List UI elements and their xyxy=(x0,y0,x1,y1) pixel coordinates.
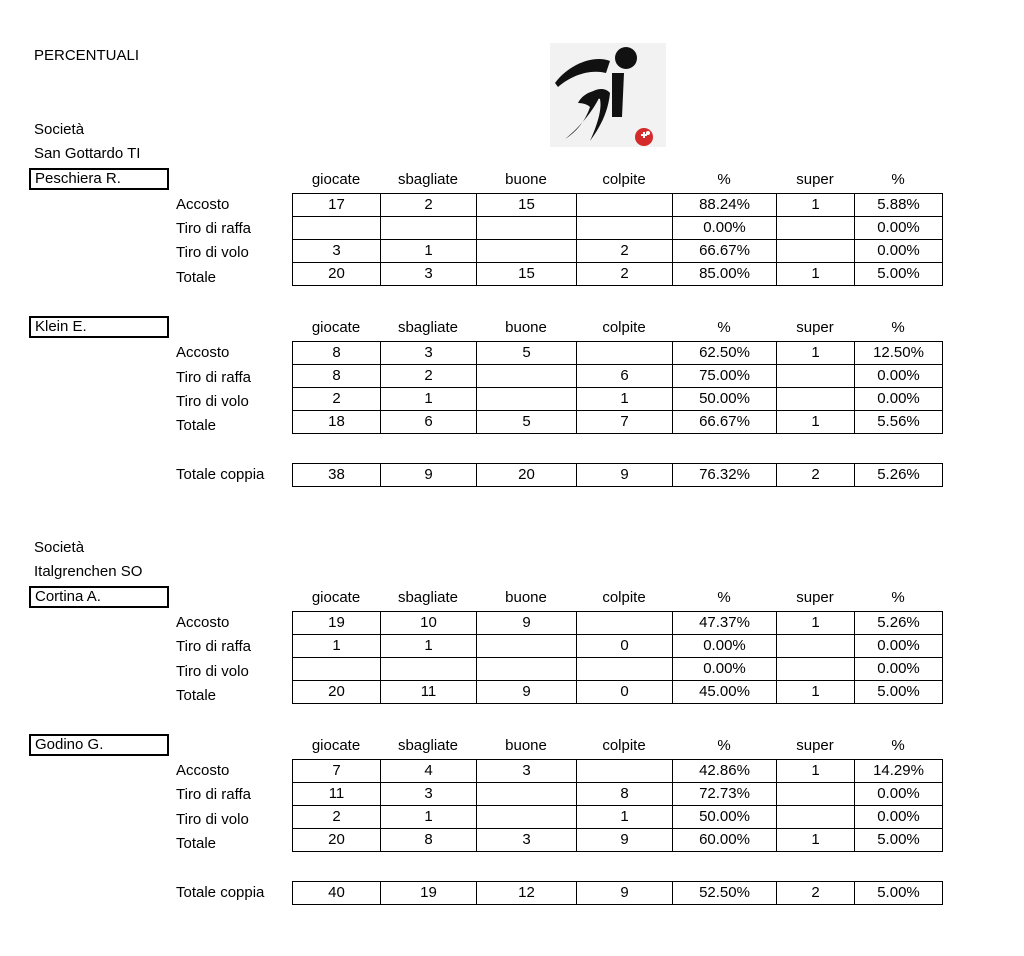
table-row xyxy=(293,365,943,388)
cell: 15 xyxy=(477,194,577,217)
bocce-player-logo-icon xyxy=(550,43,666,147)
cell xyxy=(477,365,577,388)
cell: 0.00% xyxy=(855,783,943,806)
cell: 5.00% xyxy=(855,882,943,905)
col-header-super-pct: % xyxy=(891,171,905,188)
row-label-tiro-raffa: Tiro di raffa xyxy=(176,369,252,386)
col-header-buone: buone xyxy=(505,319,547,336)
cell xyxy=(381,217,477,240)
table-row xyxy=(293,806,943,829)
cell: 20 xyxy=(477,464,577,487)
table-row xyxy=(293,681,943,704)
stats-table xyxy=(292,193,943,286)
cell: 20 xyxy=(293,681,381,704)
cell: 0.00% xyxy=(855,240,943,263)
row-label-accosto: Accosto xyxy=(176,344,230,361)
cell: 9 xyxy=(577,882,673,905)
cell: 10 xyxy=(381,612,477,635)
cell xyxy=(577,194,673,217)
cell: 42.86% xyxy=(673,760,777,783)
col-header-giocate: giocate xyxy=(311,589,361,606)
col-header-pct: % xyxy=(717,737,731,754)
cell: 1 xyxy=(293,635,381,658)
cell xyxy=(477,217,577,240)
col-header-colpite: colpite xyxy=(602,737,646,754)
stats-table xyxy=(292,341,943,434)
col-header-pct: % xyxy=(717,589,731,606)
cell: 1 xyxy=(777,681,855,704)
cell: 5 xyxy=(477,342,577,365)
society-name: San Gottardo TI xyxy=(34,145,141,162)
row-label-totale: Totale xyxy=(176,687,217,704)
cell: 40 xyxy=(293,882,381,905)
cell: 0.00% xyxy=(855,658,943,681)
player-name-box: Godino G. xyxy=(29,734,169,756)
couple-total-label: Totale coppia xyxy=(176,466,265,483)
cell: 12 xyxy=(477,882,577,905)
cell: 18 xyxy=(293,411,381,434)
col-header-super: super xyxy=(796,589,834,606)
cell xyxy=(577,658,673,681)
cell xyxy=(577,342,673,365)
row-label-tiro-raffa: Tiro di raffa xyxy=(176,638,252,655)
table-row xyxy=(293,882,943,905)
cell: 1 xyxy=(577,806,673,829)
cell: 50.00% xyxy=(673,806,777,829)
cell: 2 xyxy=(381,194,477,217)
cell: 0.00% xyxy=(855,388,943,411)
cell: 5.00% xyxy=(855,681,943,704)
col-header-buone: buone xyxy=(505,589,547,606)
row-label-totale: Totale xyxy=(176,417,217,434)
col-header-sbagliate: sbagliate xyxy=(397,737,459,754)
col-header-giocate: giocate xyxy=(311,737,361,754)
cell: 1 xyxy=(577,388,673,411)
col-header-giocate: giocate xyxy=(311,171,361,188)
cell xyxy=(477,783,577,806)
col-header-super-pct: % xyxy=(891,589,905,606)
cell: 72.73% xyxy=(673,783,777,806)
cell: 8 xyxy=(577,783,673,806)
cell: 1 xyxy=(777,760,855,783)
cell: 5.00% xyxy=(855,263,943,286)
page-title: PERCENTUALI xyxy=(34,47,140,64)
col-header-super: super xyxy=(796,737,834,754)
table-row xyxy=(293,194,943,217)
cell: 14.29% xyxy=(855,760,943,783)
cell: 0.00% xyxy=(855,635,943,658)
col-header-colpite: colpite xyxy=(602,589,646,606)
cell: 15 xyxy=(477,263,577,286)
cell: 66.67% xyxy=(673,240,777,263)
cell: 20 xyxy=(293,263,381,286)
cell: 1 xyxy=(381,240,477,263)
cell xyxy=(293,217,381,240)
cell: 1 xyxy=(777,411,855,434)
cell: 85.00% xyxy=(673,263,777,286)
cell: 8 xyxy=(293,342,381,365)
cell: 76.32% xyxy=(673,464,777,487)
stats-table xyxy=(292,759,943,852)
cell: 1 xyxy=(777,194,855,217)
cell: 0.00% xyxy=(673,635,777,658)
cell: 45.00% xyxy=(673,681,777,704)
cell xyxy=(777,388,855,411)
cell: 5.00% xyxy=(855,829,943,852)
col-header-giocate: giocate xyxy=(311,319,361,336)
cell: 11 xyxy=(381,681,477,704)
table-row xyxy=(293,342,943,365)
col-header-pct: % xyxy=(717,171,731,188)
cell: 0.00% xyxy=(673,217,777,240)
cell: 8 xyxy=(381,829,477,852)
player-name-box: Peschiera R. xyxy=(29,168,169,190)
col-header-sbagliate: sbagliate xyxy=(397,319,459,336)
cell: 6 xyxy=(381,411,477,434)
cell: 0.00% xyxy=(855,217,943,240)
cell xyxy=(577,760,673,783)
cell: 3 xyxy=(477,760,577,783)
cell: 0 xyxy=(577,681,673,704)
cell: 62.50% xyxy=(673,342,777,365)
cell: 2 xyxy=(777,882,855,905)
cell xyxy=(577,612,673,635)
cell: 0.00% xyxy=(855,365,943,388)
cell: 17 xyxy=(293,194,381,217)
cell: 3 xyxy=(293,240,381,263)
table-row xyxy=(293,760,943,783)
cell: 3 xyxy=(381,783,477,806)
col-header-colpite: colpite xyxy=(602,319,646,336)
row-label-tiro-volo: Tiro di volo xyxy=(176,393,249,410)
col-header-super: super xyxy=(796,319,834,336)
row-label-totale: Totale xyxy=(176,835,217,852)
col-header-sbagliate: sbagliate xyxy=(397,589,459,606)
table-row xyxy=(293,217,943,240)
cell xyxy=(777,635,855,658)
cell: 1 xyxy=(777,263,855,286)
cell xyxy=(777,806,855,829)
cell: 3 xyxy=(477,829,577,852)
row-label-totale: Totale xyxy=(176,269,217,286)
couple-total-table xyxy=(292,881,943,905)
cell: 50.00% xyxy=(673,388,777,411)
cell: 19 xyxy=(293,612,381,635)
cell xyxy=(777,365,855,388)
cell: 7 xyxy=(577,411,673,434)
cell: 1 xyxy=(381,806,477,829)
player-name-box: Cortina A. xyxy=(29,586,169,608)
cell: 2 xyxy=(577,263,673,286)
col-header-sbagliate: sbagliate xyxy=(397,171,459,188)
cell: 5.88% xyxy=(855,194,943,217)
cell: 5.56% xyxy=(855,411,943,434)
cell: 11 xyxy=(293,783,381,806)
cell: 0.00% xyxy=(673,658,777,681)
cell: 38 xyxy=(293,464,381,487)
cell xyxy=(577,217,673,240)
cell: 47.37% xyxy=(673,612,777,635)
cell xyxy=(381,658,477,681)
row-label-tiro-raffa: Tiro di raffa xyxy=(176,786,252,803)
cell: 5 xyxy=(477,411,577,434)
cell: 2 xyxy=(577,240,673,263)
cell: 1 xyxy=(777,342,855,365)
table-row xyxy=(293,658,943,681)
row-label-accosto: Accosto xyxy=(176,762,230,779)
cell xyxy=(477,388,577,411)
cell: 2 xyxy=(293,806,381,829)
cell: 1 xyxy=(777,829,855,852)
cell: 2 xyxy=(381,365,477,388)
cell xyxy=(777,217,855,240)
cell: 5.26% xyxy=(855,464,943,487)
row-label-accosto: Accosto xyxy=(176,196,230,213)
cell: 1 xyxy=(777,612,855,635)
cell: 19 xyxy=(381,882,477,905)
table-row xyxy=(293,464,943,487)
row-label-tiro-volo: Tiro di volo xyxy=(176,244,249,261)
couple-total-label: Totale coppia xyxy=(176,884,265,901)
couple-total-table xyxy=(292,463,943,487)
cell xyxy=(777,240,855,263)
row-label-tiro-volo: Tiro di volo xyxy=(176,663,249,680)
table-row xyxy=(293,411,943,434)
cell: 6 xyxy=(577,365,673,388)
cell: 3 xyxy=(381,342,477,365)
cell: 5.26% xyxy=(855,612,943,635)
cell xyxy=(777,658,855,681)
cell xyxy=(477,806,577,829)
cell: 7 xyxy=(293,760,381,783)
cell: 0.00% xyxy=(855,806,943,829)
col-header-super: super xyxy=(796,171,834,188)
row-label-accosto: Accosto xyxy=(176,614,230,631)
cell: 9 xyxy=(381,464,477,487)
cell: 9 xyxy=(577,464,673,487)
cell: 9 xyxy=(477,612,577,635)
table-row xyxy=(293,635,943,658)
col-header-super-pct: % xyxy=(891,319,905,336)
cell: 2 xyxy=(777,464,855,487)
table-row xyxy=(293,240,943,263)
cell: 52.50% xyxy=(673,882,777,905)
col-header-super-pct: % xyxy=(891,737,905,754)
col-header-buone: buone xyxy=(505,171,547,188)
cell: 3 xyxy=(381,263,477,286)
society-label: Società xyxy=(34,121,85,138)
cell xyxy=(477,658,577,681)
table-row xyxy=(293,783,943,806)
table-row xyxy=(293,612,943,635)
cell: 12.50% xyxy=(855,342,943,365)
cell: 1 xyxy=(381,388,477,411)
cell: 20 xyxy=(293,829,381,852)
cell xyxy=(293,658,381,681)
cell: 2 xyxy=(293,388,381,411)
cell: 66.67% xyxy=(673,411,777,434)
col-header-buone: buone xyxy=(505,737,547,754)
player-name-box: Klein E. xyxy=(29,316,169,338)
row-label-tiro-raffa: Tiro di raffa xyxy=(176,220,252,237)
cell: 75.00% xyxy=(673,365,777,388)
cell: 0 xyxy=(577,635,673,658)
table-row xyxy=(293,388,943,411)
col-header-colpite: colpite xyxy=(602,171,646,188)
table-row xyxy=(293,263,943,286)
cell: 4 xyxy=(381,760,477,783)
cell xyxy=(777,783,855,806)
society-label: Società xyxy=(34,539,85,556)
cell: 9 xyxy=(577,829,673,852)
cell: 9 xyxy=(477,681,577,704)
cell: 8 xyxy=(293,365,381,388)
row-label-tiro-volo: Tiro di volo xyxy=(176,811,249,828)
cell: 60.00% xyxy=(673,829,777,852)
cell xyxy=(477,635,577,658)
cell xyxy=(477,240,577,263)
col-header-pct: % xyxy=(717,319,731,336)
society-name: Italgrenchen SO xyxy=(34,563,143,580)
cell: 88.24% xyxy=(673,194,777,217)
cell: 1 xyxy=(381,635,477,658)
stats-table xyxy=(292,611,943,704)
table-row xyxy=(293,829,943,852)
